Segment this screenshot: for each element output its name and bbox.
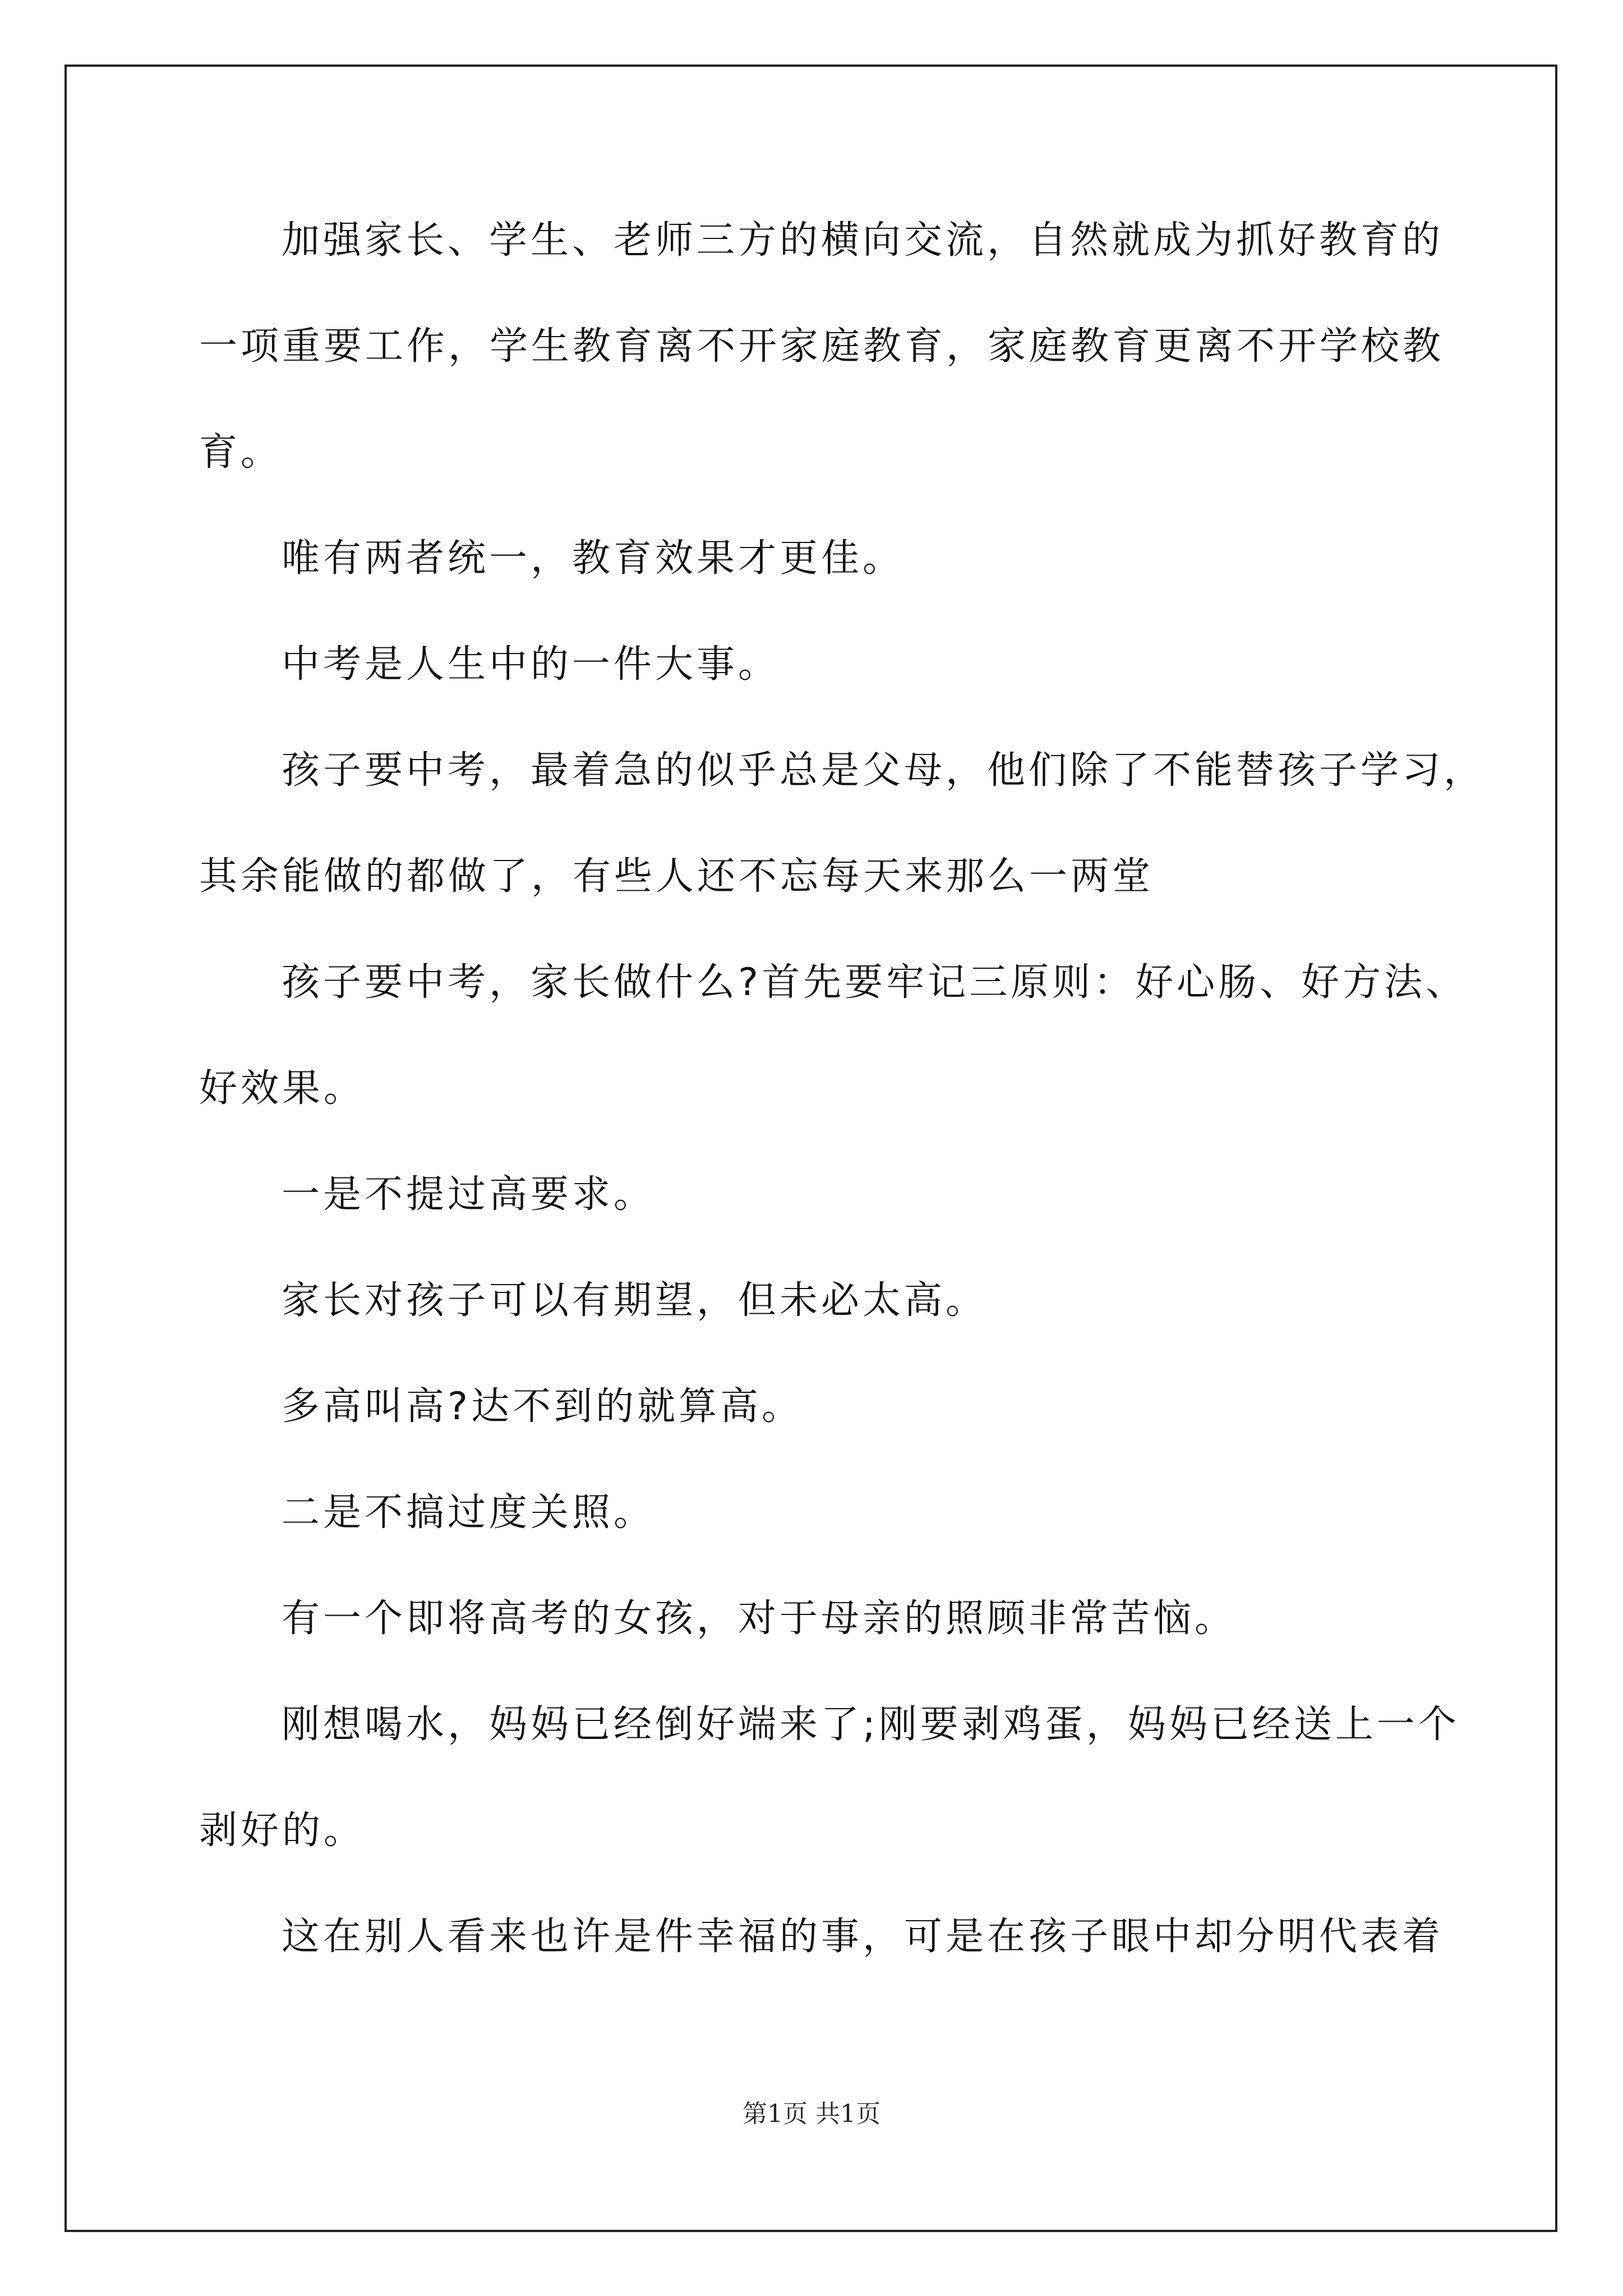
page-border — [64, 65, 1557, 2232]
text-line: 家长对孩子可以有期望，但未必太高。 — [282, 1278, 988, 1323]
text-line: 这在别人看来也许是件幸福的事，可是在孩子眼中却分明代表着 — [282, 1915, 1444, 1959]
text-line: 育。 — [199, 430, 283, 475]
text-line: 多高叫高?达不到的就算高。 — [282, 1384, 804, 1429]
text-line: 有一个即将高考的女孩，对于母亲的照顾非常苦恼。 — [282, 1596, 1237, 1641]
text-line: 二是不搞过度关照。 — [282, 1490, 656, 1535]
text-line: 其余能做的都做了，有些人还不忘每天来那么一两堂 — [199, 854, 1154, 899]
text-line: 一项重要工作，学生教育离不开家庭教育，家庭教育更离不开学校教 — [199, 324, 1445, 369]
text-line: 中考是人生中的一件大事。 — [282, 642, 780, 687]
text-line: 一是不提过高要求。 — [282, 1172, 656, 1217]
text-line: 孩子要中考，最着急的似乎总是父母，他们除了不能替孩子学习， — [282, 748, 1486, 793]
text-line: 刚想喝水，妈妈已经倒好端来了;刚要剥鸡蛋，妈妈已经送上一个 — [282, 1703, 1460, 1747]
page-number-footer: 第1页 共1页 — [743, 2100, 880, 2128]
text-line: 唯有两者统一，教育效果才更佳。 — [282, 536, 905, 581]
text-line: 加强家长、学生、老师三方的横向交流，自然就成为抓好教育的 — [282, 218, 1444, 263]
text-line: 剥好的。 — [199, 1809, 366, 1853]
text-line: 孩子要中考，家长做什么?首先要牢记三原则：好心肠、好方法、 — [282, 960, 1468, 1005]
text-line: 好效果。 — [199, 1066, 366, 1111]
